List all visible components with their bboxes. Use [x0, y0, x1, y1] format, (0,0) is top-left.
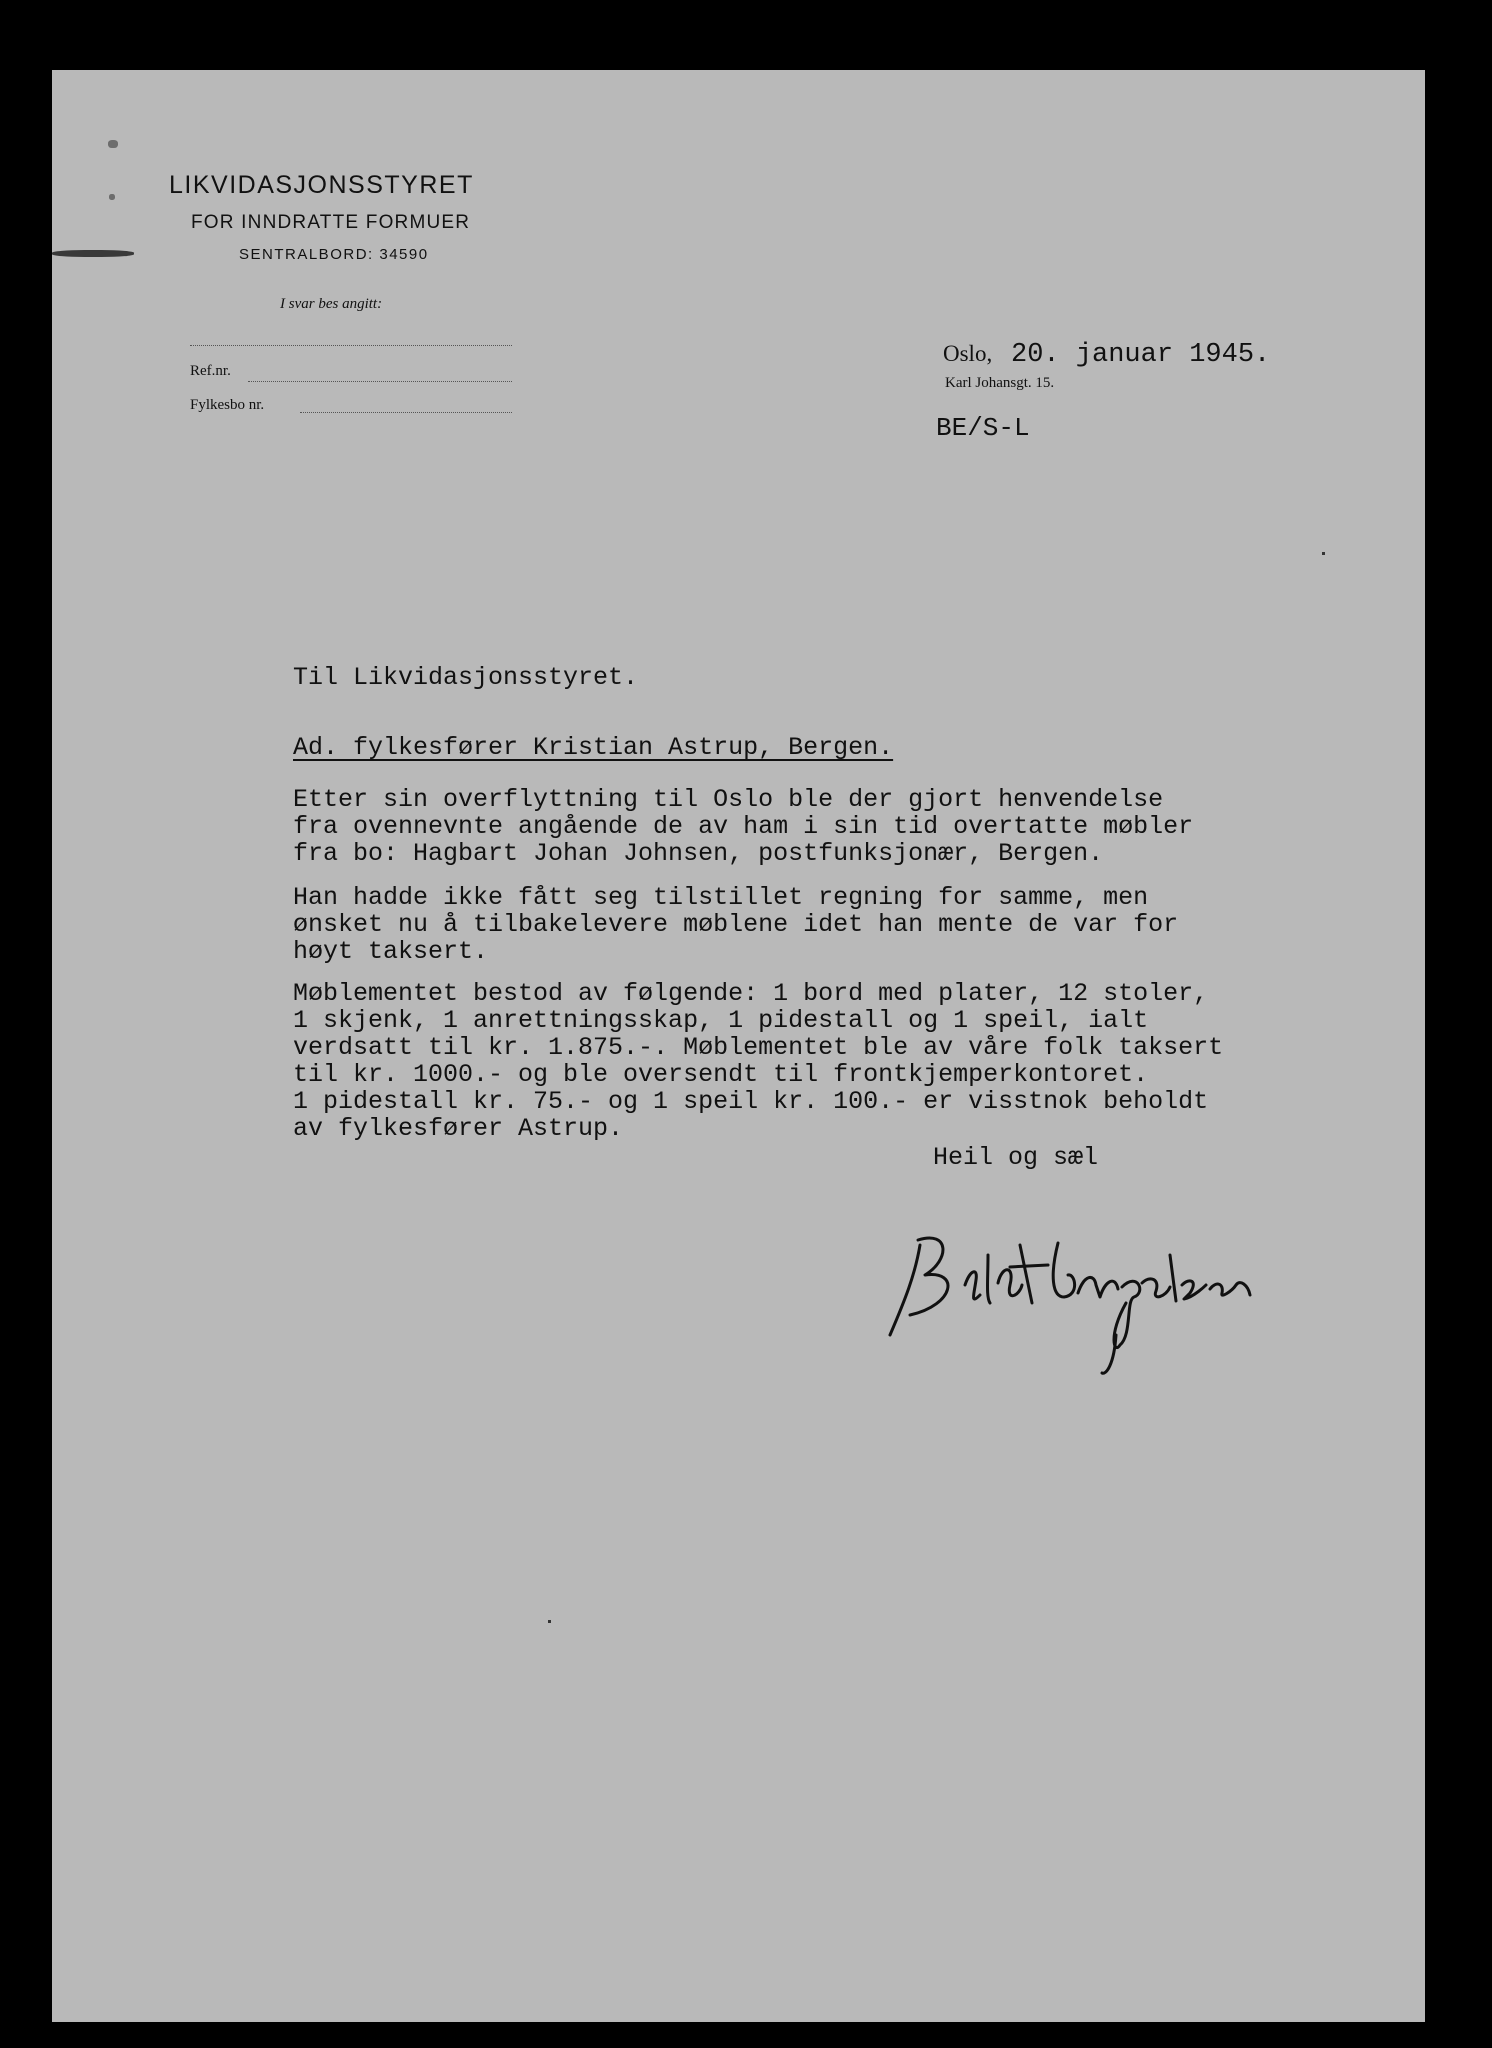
- dateline-date: 20. januar 1945.: [1011, 340, 1271, 370]
- recipient-line: Til Likvidasjonsstyret.: [293, 663, 639, 692]
- paragraph-line: Møblementet bestod av følgende: 1 bord med plater, 12 stoler,: [293, 979, 1209, 1008]
- scan-smudge: [109, 194, 115, 200]
- paragraph-line: fra bo: Hagbart Johan Johnsen, postfunksjonær, Bergen.: [293, 839, 1104, 868]
- paragraph-2: [293, 884, 1178, 965]
- dateline-address: Karl Johansgt. 15.: [945, 375, 1055, 391]
- paragraph-1: [293, 786, 1193, 867]
- handwritten-signature: [870, 1185, 1290, 1375]
- scan-speck: [548, 1620, 551, 1623]
- paragraph-line: 1 pidestall kr. 75.- og 1 speil kr. 100.- er visstnok beholdt: [293, 1087, 1209, 1116]
- reply-dotted-line: [190, 345, 512, 346]
- scan-smudge: [52, 250, 134, 257]
- paragraph-line: av fylkesfører Astrup.: [293, 1114, 624, 1143]
- letterhead-org-name: LIKVIDASJONSSTYRET: [169, 171, 474, 199]
- dateline-place: Oslo,: [943, 341, 993, 366]
- reference-code: BE/S-L: [936, 413, 1030, 443]
- paragraph-line: verdsatt til kr. 1.875.-. Møblementet ble av våre folk taksert: [293, 1033, 1224, 1062]
- paragraph-3: [293, 980, 1223, 1142]
- subject-line: Ad. fylkesfører Kristian Astrup, Bergen.: [293, 733, 894, 762]
- ref-dotted-line: [248, 381, 512, 382]
- scan-speck: [1322, 552, 1325, 555]
- paragraph-line: Etter sin overflyttning til Oslo ble der gjort henvendelse: [293, 785, 1164, 814]
- paragraph-line: ønsket nu å tilbakelevere møblene idet han mente de var for: [293, 910, 1179, 939]
- paragraph-line: høyt taksert.: [293, 937, 489, 966]
- reply-prompt: I svar bes angitt:: [280, 296, 383, 312]
- letterhead-org-sub: FOR INNDRATTE FORMUER: [191, 212, 471, 233]
- paragraph-line: fra ovennevnte angående de av ham i sin tid overtatte møbler: [293, 812, 1194, 841]
- paragraph-line: til kr. 1000.- og ble oversendt til frontkjemperkontoret.: [293, 1060, 1149, 1089]
- county-label: Fylkesbo nr.: [190, 397, 265, 413]
- ref-label: Ref.nr.: [190, 363, 231, 379]
- paragraph-line: Han hadde ikke fått seg tilstillet regning for samme, men: [293, 883, 1149, 912]
- scan-smudge: [108, 140, 118, 148]
- county-dotted-line: [300, 412, 512, 413]
- paragraph-line: 1 skjenk, 1 anrettningsskap, 1 pidestall og 1 speil, ialt: [293, 1006, 1149, 1035]
- letterhead-switchboard: SENTRALBORD: 34590: [239, 246, 429, 263]
- closing-line: Heil og sæl: [933, 1143, 1099, 1172]
